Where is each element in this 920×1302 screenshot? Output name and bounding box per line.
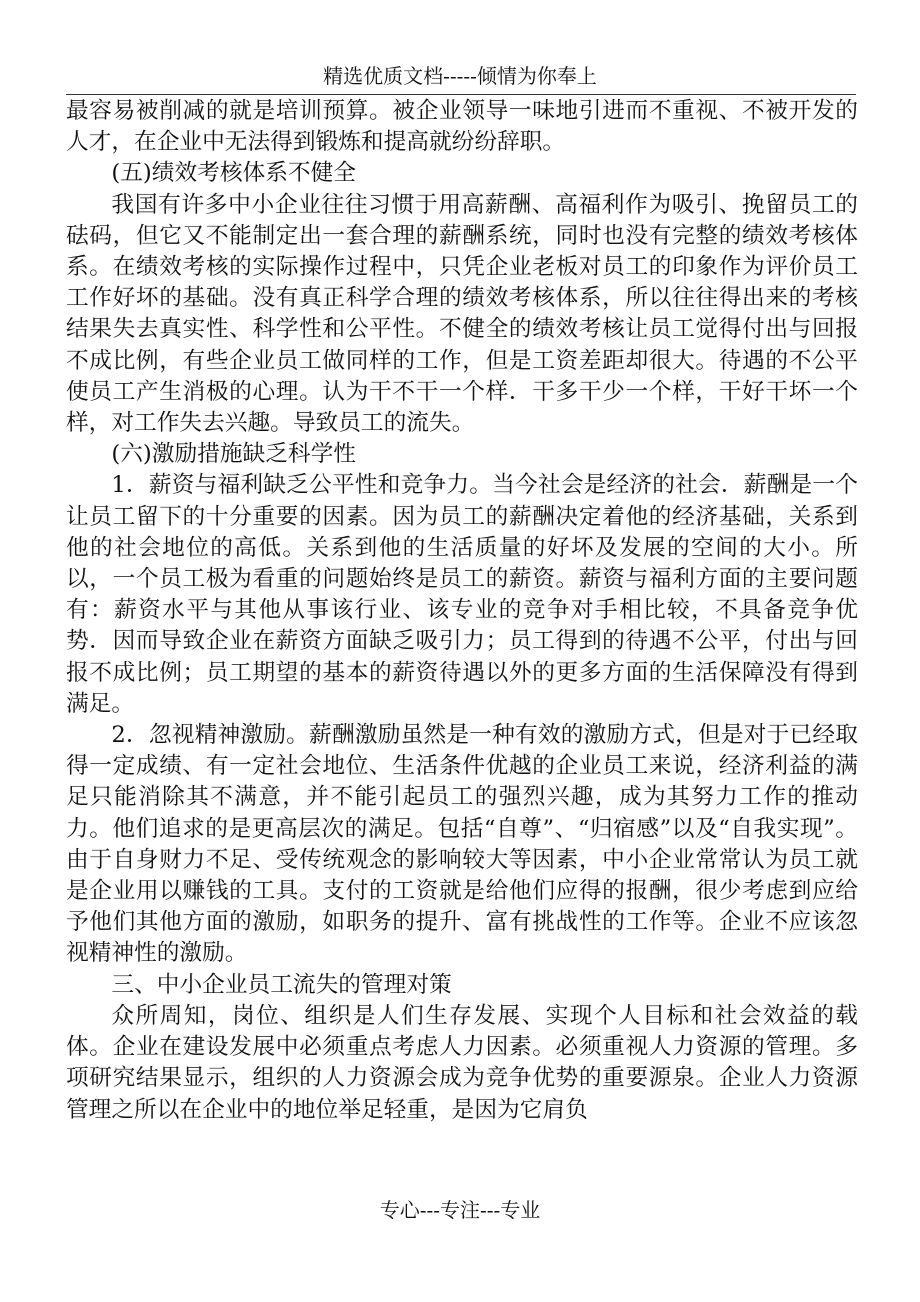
document-body [66, 96, 858, 1126]
paragraph-spiritual: 2．忽视精神激励。薪酬激励虽然是一种有效的激励方式，但是对于已经取得一定成绩、有一定社会地位、生活条件优越的企业员工来说，经济利益的满足只能消除其不满意，并不能引起员工的强烈兴趣，成为其努力工作的推动力。他们追求的是更高层次的满足。包括“自尊”、“归宿感”以及“自我实现”。由于自身财力不足、受传统观念的影响较大等因素，中小企业常常认为员工就是企业用以赚钱的工具。支付的工资就是给他们应得的报酬，很少考虑到应给予他们其他方面的激励，如职务的提升、富有挑战性的工作等。企业不应该忽视精神性的激励。 [66, 722, 858, 967]
paragraph-performance: 我国有许多中小企业往往习惯于用高薪酬、高福利作为吸引、挽留员工的砝码，但它又不能制定出一套合理的薪酬系统，同时也没有完整的绩效考核体系。在绩效考核的实际操作过程中，只凭企业老板对员工的印象作为评价员工工作好坏的基础。没有真正科学合理的绩效考核体系，所以往往得出来的考核结果失去真实性、科学性和公平性。不健全的绩效考核让员工觉得付出与回报不成比例，有些企业员工做同样的工作，但是工资差距却很大。待遇的不公平使员工产生消极的心理。认为干不干一个样．干多干少一个样，干好干坏一个样，对工作失去兴趣。导致员工的流失。 [66, 191, 858, 437]
page-header: 精选优质文档-----倾情为你奉上 [323, 64, 597, 88]
page-footer: 专心---专注---专业 [379, 1198, 541, 1222]
section-heading-6: (六)激励措施缺乏科学性 [111, 441, 356, 468]
section-heading-5: (五)绩效考核体系不健全 [111, 160, 356, 187]
section-heading-3: 三、中小企业员工流失的管理对策 [111, 971, 452, 998]
paragraph-salary: 1．薪资与福利缺乏公平性和竞争力。当今社会是经济的社会．薪酬是一个让员工留下的十分重要的因素。因为员工的薪酬决定着他的经济基础，关系到他的社会地位的高低。关系到他的生活质量的好坏及发展的空间的大小。所以，一个员工极为看重的问题始终是员工的薪资。薪资与福利方面的主要问题有：薪资水平与其他从事该行业、该专业的竞争对手相比较，不具备竞争优势．因而导致企业在薪资方面缺乏吸引力；员工得到的待遇不公平，付出与回报不成比例；员工期望的基本的薪资待遇以外的更多方面的生活保障没有得到满足。 [66, 472, 858, 717]
paragraph-continued: 最容易被削减的就是培训预算。被企业领导一味地引进而不重视、不被开发的人才，在企业中无法得到锻炼和提高就纷纷辞职。 [66, 98, 858, 156]
header-divider [66, 94, 856, 95]
paragraph-countermeasures: 众所周知，岗位、组织是人们生存发展、实现个人目标和社会效益的载体。企业在建设发展中必须重点考虑人力因素。必须重视人力资源的管理。多项研究结果显示，组织的人力资源会成为竞争优势的重要源泉。企业人力资源管理之所以在企业中的地位举足轻重，是因为它肩负 [66, 1002, 858, 1123]
